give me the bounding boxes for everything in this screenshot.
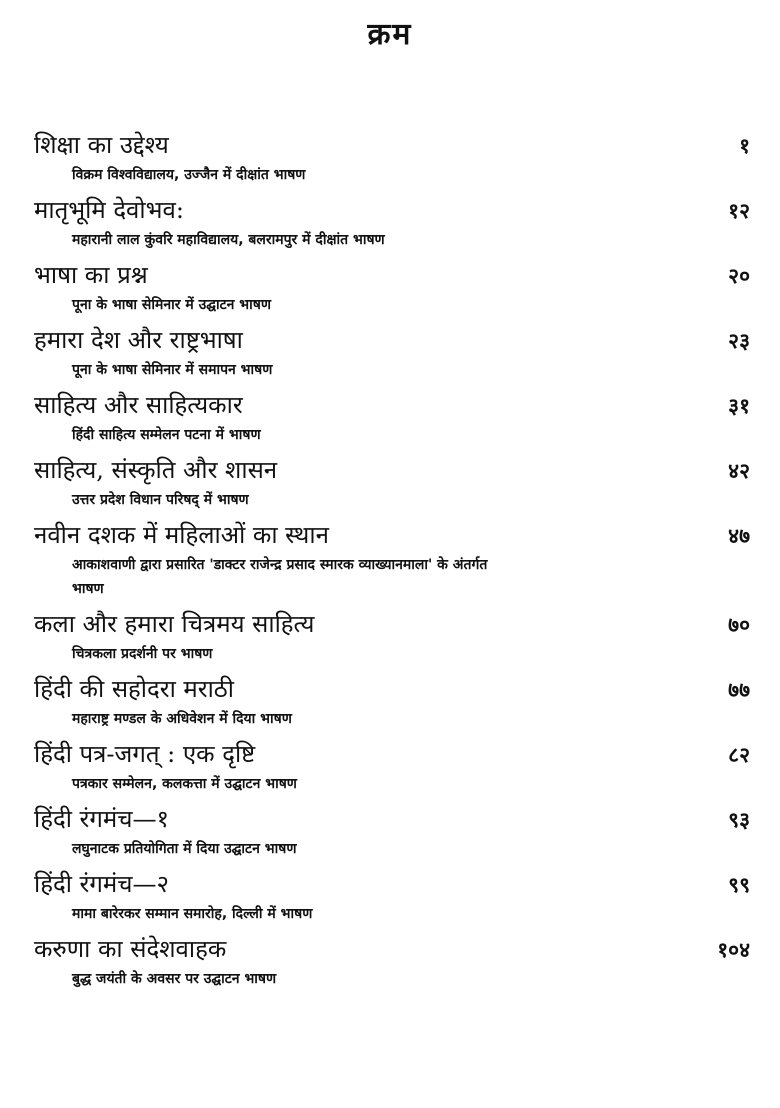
toc-entry (34, 737, 752, 796)
entry-subtitle: विक्रम विश्वविद्यालय, उज्जैन में दीक्षांत भाषण (72, 167, 306, 183)
entry-title: हिंदी पत्र-जगत् : एक दृष्टि (34, 740, 256, 768)
entry-subtitle: हिंदी साहित्य सम्मेलन पटना में भाषण (72, 427, 261, 443)
toc-list (34, 128, 752, 997)
entry-page-number: ७० (728, 613, 750, 637)
entry-title: साहित्य, संस्कृति और शासन (34, 456, 278, 484)
entry-page-number: २३ (728, 329, 750, 353)
entry-page-number: ७७ (728, 678, 750, 702)
entry-page-number: ३१ (728, 394, 750, 418)
toc-entry (34, 867, 752, 926)
entry-page-number: ९३ (728, 808, 750, 832)
entry-subtitle: लघुनाटक प्रतियोगिता में दिया उद्घाटन भाषण (72, 841, 297, 857)
toc-entry (34, 258, 752, 317)
entry-subtitle: महारानी लाल कुंवरि महाविद्यालय, बलरामपुर में दीक्षांत भाषण (72, 232, 385, 248)
entry-page-number: ८२ (728, 743, 750, 767)
entry-title: हमारा देश और राष्ट्रभाषा (34, 326, 243, 354)
toc-entry (34, 672, 752, 731)
toc-entry (34, 518, 752, 601)
entry-title: शिक्षा का उद्देश्य (34, 131, 169, 159)
toc-entry (34, 932, 752, 991)
entry-subtitle: पूना के भाषा सेमिनार में उद्घाटन भाषण (72, 297, 271, 313)
entry-subtitle: महाराष्ट्र मण्डल के अधिवेशन में दिया भाषण (72, 711, 292, 727)
entry-page-number: ४७ (728, 524, 750, 548)
entry-title: हिंदी रंगमंच—२ (34, 870, 169, 898)
entry-title: कला और हमारा चित्रमय साहित्य (34, 610, 315, 638)
entry-subtitle: पूना के भाषा सेमिनार में समापन भाषण (72, 362, 273, 378)
entry-page-number: ९९ (728, 873, 750, 897)
entry-page-number: २० (728, 264, 750, 288)
toc-entry (34, 453, 752, 512)
toc-entry (34, 193, 752, 252)
toc-entry (34, 323, 752, 382)
entry-subtitle: उत्तर प्रदेश विधान परिषद् में भाषण (72, 492, 249, 508)
entry-subtitle: बुद्ध जयंती के अवसर पर उद्घाटन भाषण (72, 971, 277, 987)
entry-subtitle: आकाशवाणी द्वारा प्रसारित 'डाक्टर राजेन्द्र प्रसाद स्मारक व्याख्यानमाला' के अंतर्गत भाषण (72, 557, 488, 597)
entry-subtitle: मामा बारेरकर सम्मान समारोह, दिल्ली में भाषण (72, 906, 313, 922)
entry-subtitle: चित्रकला प्रदर्शनी पर भाषण (72, 646, 213, 662)
entry-page-number: १ (739, 134, 750, 158)
toc-entry (34, 388, 752, 447)
entry-page-number: ४२ (728, 459, 750, 483)
entry-title: साहित्य और साहित्यकार (34, 391, 243, 419)
entry-title: नवीन दशक में महिलाओं का स्थान (34, 521, 329, 549)
entry-page-number: १२ (728, 199, 750, 223)
entry-page-number: १०४ (717, 938, 750, 962)
toc-entry (34, 607, 752, 666)
toc-entry (34, 128, 752, 187)
toc-entry (34, 802, 752, 861)
entry-subtitle: पत्रकार सम्मेलन, कलकत्ता में उद्घाटन भाषण (72, 776, 297, 792)
entry-title: भाषा का प्रश्न (34, 261, 148, 289)
entry-title: हिंदी रंगमंच—१ (34, 805, 169, 833)
entry-title: हिंदी की सहोदरा मराठी (34, 675, 234, 703)
entry-title: मातृभूमि देवोभव: (34, 196, 184, 224)
page-heading: क्रम (367, 17, 413, 52)
entry-title: करुणा का संदेशवाहक (34, 935, 227, 963)
